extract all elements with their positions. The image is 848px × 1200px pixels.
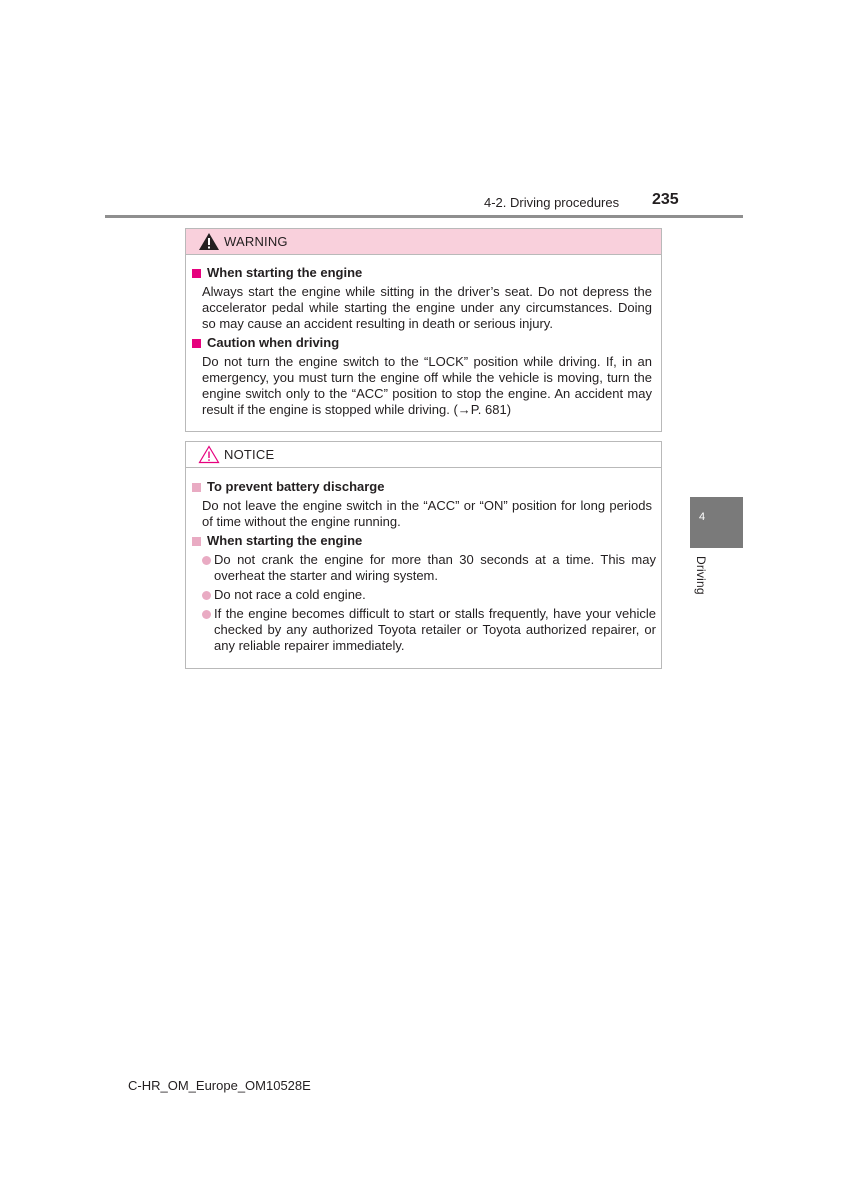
notice-bullet-text: If the engine becomes difficult to start or stalls frequently, have your vehicle checked by any authorized Toyota retailer or Toyota authorized repairer, or any reliable repairer immediately.: [214, 606, 656, 653]
notice-item-text: Do not leave the engine switch in the “ACC” or “ON” position for long periods of time without the engine running.: [202, 498, 652, 529]
bullet-dot-icon: [202, 610, 211, 619]
bullet-square-icon: [192, 483, 201, 492]
notice-bullet-text: Do not race a cold engine.: [214, 587, 366, 602]
notice-item-heading: [190, 479, 661, 495]
notice-item-heading-text: To prevent battery discharge: [207, 479, 385, 494]
warning-body: [186, 255, 661, 418]
chapter-label: Driving: [694, 556, 708, 595]
notice-bullet: [214, 552, 656, 584]
warning-item-heading-text: When starting the engine: [207, 265, 363, 280]
bullet-square-icon: [192, 269, 201, 278]
notice-box: [185, 441, 662, 669]
warning-box: [185, 228, 662, 432]
notice-bullet: [214, 587, 656, 603]
notice-bullet-text: Do not crank the engine for more than 30 seconds at a time. This may overheat the starter and wiring system.: [214, 552, 656, 583]
notice-bullet: [214, 606, 656, 654]
warning-triangle-icon: [198, 232, 220, 251]
warning-item-heading: [190, 265, 661, 281]
chapter-tab: [690, 497, 743, 548]
notice-title: NOTICE: [224, 447, 275, 462]
notice-body: [186, 468, 661, 654]
document-code: C-HR_OM_Europe_OM10528E: [128, 1078, 311, 1093]
page-number: 235: [652, 191, 679, 208]
warning-title: WARNING: [224, 234, 288, 249]
bullet-square-icon: [192, 339, 201, 348]
header-divider: [105, 215, 743, 218]
notice-header: [186, 442, 661, 468]
warning-item-text: Always start the engine while sitting in the driver’s seat. Do not depress the accelerator pedal while starting the engine under any circumstances. Doing so may cause an accident resulting in death or serious injury.: [202, 284, 652, 331]
warning-item-text: Do not turn the engine switch to the “LOCK” position while driving. If, in an emergency, you must turn the engine off while the vehicle is moving, turn the engine switch only to the “ACC” position to stop the engine. An accident may result if the engine is stopped while driving. (→P. 681): [202, 354, 652, 417]
warning-item-heading: [190, 335, 661, 351]
warning-header: [186, 229, 661, 255]
chapter-number: 4: [698, 511, 706, 523]
section-title: 4-2. Driving procedures: [484, 195, 620, 210]
bullet-dot-icon: [202, 556, 211, 565]
bullet-square-icon: [192, 537, 201, 546]
notice-item-heading: [190, 533, 661, 549]
warning-item-heading-text: Caution when driving: [207, 335, 340, 350]
notice-item-heading-text: When starting the engine: [207, 533, 363, 548]
notice-triangle-icon: [198, 445, 220, 464]
bullet-dot-icon: [202, 591, 211, 600]
